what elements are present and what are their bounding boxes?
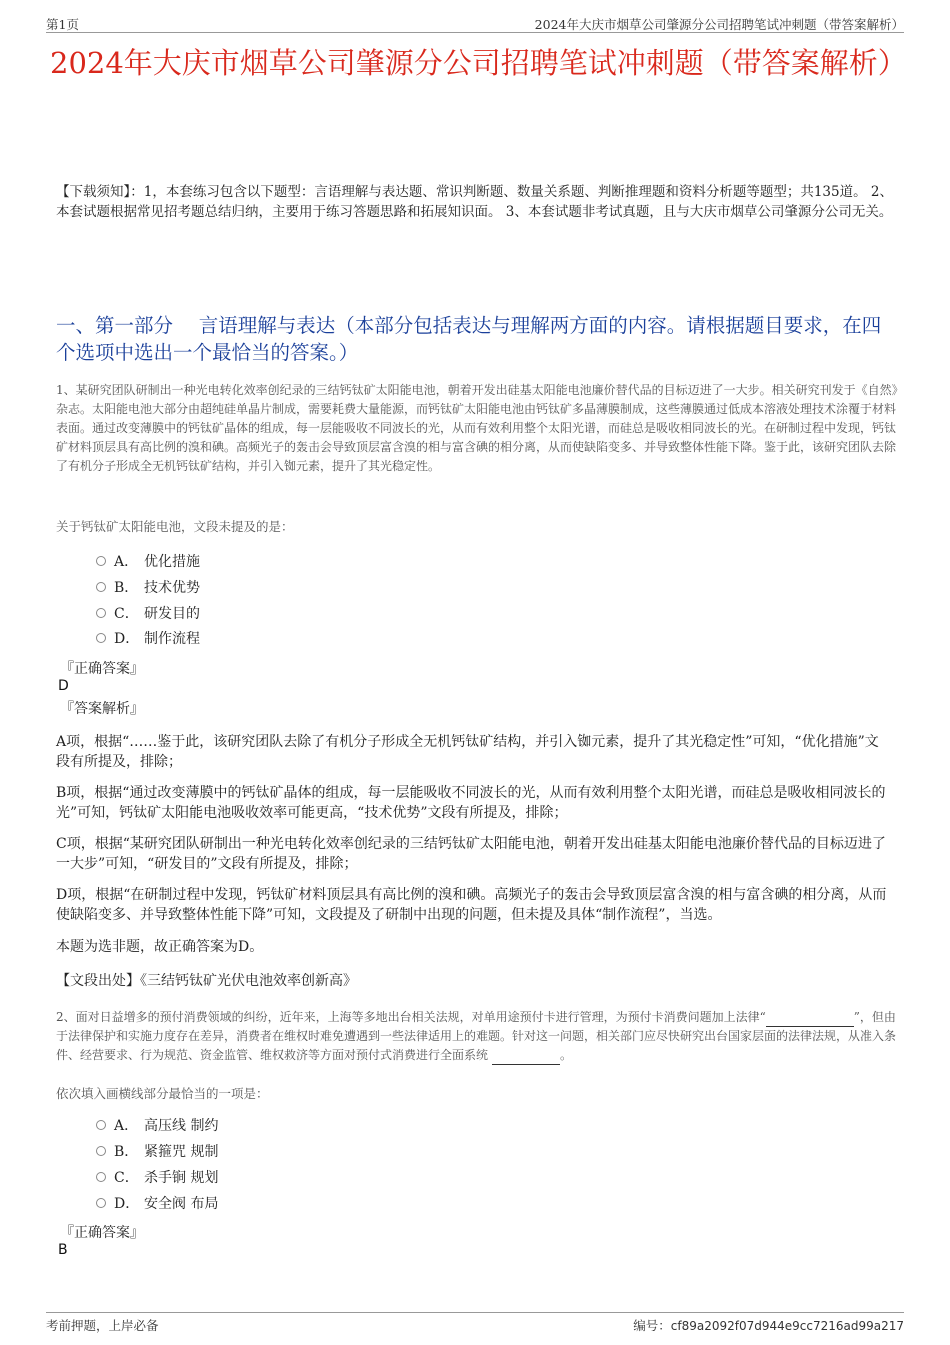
q2-answer: B	[58, 1242, 68, 1258]
radio-icon[interactable]	[96, 1146, 106, 1156]
page-footer	[46, 1312, 904, 1337]
q1-question: 关于钙钛矿太阳能电池，文段未提及的是：	[56, 519, 294, 534]
q1-analysis-c: C项，根据“某研究团队研制出一种光电转化效率创纪录的三结钙钛矿太阳能电池，朝着开发出硅基太阳能电池廉价替代品的目标迈进了一大步”可知，“研发目的”文段有所提及，排除；	[56, 836, 886, 872]
q1-analysis-a: A项，根据“……鉴于此，该研究团队去除了有机分子形成全无机钙钛矿结构，并引入铷元素，提升了其光稳定性”可知，“优化措施”文段有所提及，排除；	[56, 734, 879, 770]
q1-analysis-d: D项，根据“在研制过程中发现，钙钛矿材料顶层具有高比例的溴和碘。高频光子的轰击会导致顶层富含溴的相与富含碘的相分离，从而使缺陷变多、并导致整体性能下降”可知，文段提及了研制中出现的问题，但未提及具体“制作流程”，当选。	[56, 887, 887, 923]
section-heading: 一、第一部分 言语理解与表达（本部分包括表达与理解两方面的内容。请根据题目要求，在四个选项中选出一个最恰当的答案。）	[56, 314, 882, 364]
page-number: 第1页	[46, 17, 79, 32]
q2-option-a[interactable]: A． 高压线 制约	[96, 1116, 218, 1136]
q1-option-b[interactable]: B． 技术优势	[96, 578, 200, 598]
q1-answer-label: 『正确答案』	[60, 661, 144, 677]
radio-icon[interactable]	[96, 582, 106, 592]
q2-question: 依次填入画横线部分最恰当的一项是：	[56, 1086, 269, 1101]
page-header	[46, 14, 904, 33]
q1-analysis-b: B项，根据“通过改变薄膜中的钙钛矿晶体的组成，每一层能吸收不同波长的光，从而有效利用整个太阳光谱，而硅总是吸收相同波长的光”可知，钙钛矿太阳能电池吸收效率可能更高，“技术优势”文段有所提及，排除；	[56, 785, 886, 821]
blank-line	[492, 1052, 560, 1065]
radio-icon[interactable]	[96, 608, 106, 618]
q1-conclusion: 本题为选非题，故正确答案为D。	[56, 939, 264, 955]
q1-passage: 1、某研究团队研制出一种光电转化效率创纪录的三结钙钛矿太阳能电池，朝着开发出硅基太阳能电池廉价替代品的目标迈进了一大步。相关研究刊发于《自然》杂志。太阳能电池大部分由超纯硅单晶片制成，需要耗费大量能源，而钙钛矿太阳能电池由钙钛矿多晶薄膜制成，这些薄膜通过低成本溶液处理技术涂覆于材料表面。通过改变薄膜中的钙钛矿晶体的组成，每一层能吸收不同波长的光，从而有效利用整个太阳光谱，而硅总是吸收相同波长的光。在研制过程中发现，钙钛矿材料顶层具有高比例的溴和碘。高频光子的轰击会导致顶层富含溴的相与富含碘的相分离，从而使缺陷变多、并导致整体性能下降。鉴于此，该研究团队去除了有机分子形成全无机钙钛矿结构，并引入铷元素，提升了其光稳定性。	[56, 383, 898, 473]
header-doc-title: 2024年大庆市烟草公司肇源分公司招聘笔试冲刺题（带答案解析）	[534, 17, 904, 32]
radio-icon[interactable]	[96, 1120, 106, 1130]
q1-option-a[interactable]: A． 优化措施	[96, 552, 200, 572]
radio-icon[interactable]	[96, 633, 106, 643]
q1-option-c[interactable]: C． 研发目的	[96, 604, 200, 624]
radio-icon[interactable]	[96, 556, 106, 566]
page-title: 2024年大庆市烟草公司肇源分公司招聘笔试冲刺题（带答案解析）	[50, 46, 907, 80]
document-code: 编号：cf89a2092f07d944e9cc7216ad99a217	[633, 1318, 904, 1333]
q2-option-b[interactable]: B． 紧箍咒 规制	[96, 1142, 218, 1162]
blank-line	[766, 1014, 854, 1027]
footer-slogan: 考前押题，上岸必备	[46, 1318, 159, 1333]
q1-source: 【文段出处】《三结钙钛矿光伏电池效率创新高》	[56, 973, 357, 989]
q1-option-d[interactable]: D． 制作流程	[96, 629, 200, 649]
q1-answer: D	[58, 678, 69, 694]
q2-answer-label: 『正确答案』	[60, 1225, 144, 1241]
q2-option-d[interactable]: D． 安全阀 布局	[96, 1194, 218, 1214]
q1-analysis-label: 『答案解析』	[60, 701, 144, 717]
radio-icon[interactable]	[96, 1198, 106, 1208]
q2-option-c[interactable]: C． 杀手锏 规划	[96, 1168, 218, 1188]
q2-passage: 2、面对日益增多的预付消费领域的纠纷，近年来，上海等多地出台相关法规，对单用途预付卡进行管理，为预付卡消费问题加上法律“ ”，但由于法律保护和实施力度存在差异，消费者在维权时难免遭遇到一些法律适用上的难题。针对这一问题，相关部门应尽快研究出台国家层面的法律法规，从准入条件、经营要求、行为规范、资金监管、维权救济等方面对预付式消费进行全面系统 。	[56, 1008, 898, 1065]
radio-icon[interactable]	[96, 1172, 106, 1182]
download-notice: 【下载须知】：1，本套练习包含以下题型：言语理解与表达题、常识判断题、数量关系题、判断推理题和资料分析题等题型；共135道。 2、本套试题根据常见招考题总结归纳，主要用于练习答题思路和拓展知识面。 3、本套试题非考试真题，且与大庆市烟草公司肇源分公司无关。	[56, 184, 893, 220]
